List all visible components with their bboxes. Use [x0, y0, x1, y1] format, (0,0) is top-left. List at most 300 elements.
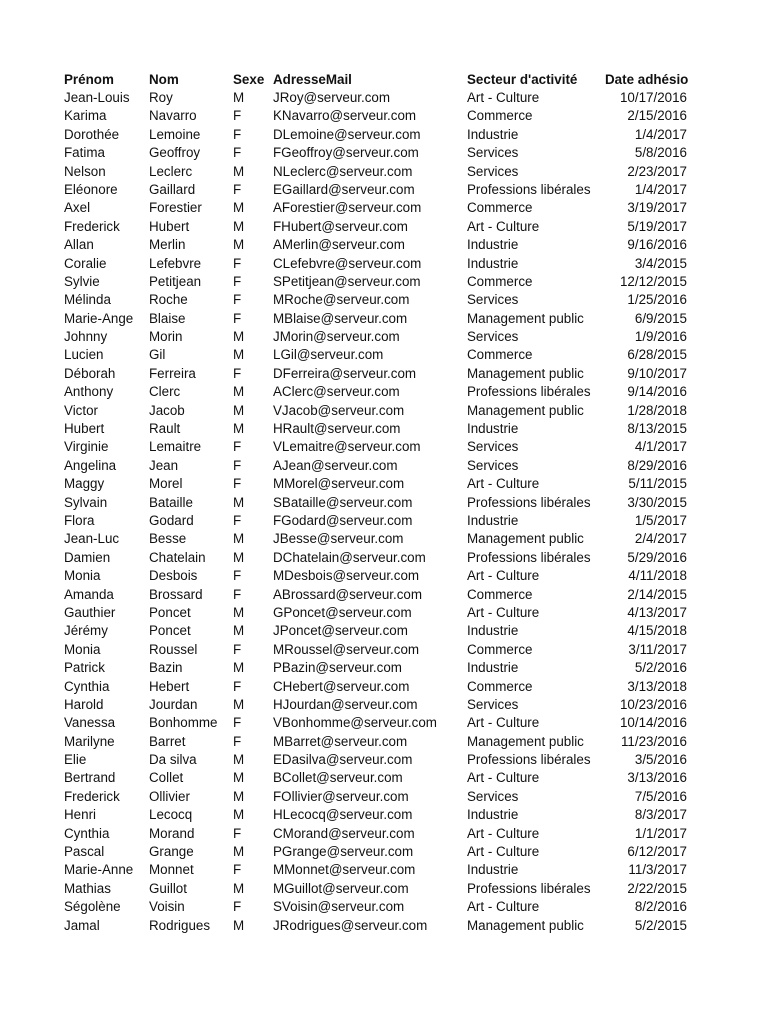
cell-prenom: Frederick: [64, 218, 120, 234]
cell-prenom: Bertrand: [64, 770, 116, 786]
cell-mail: AForestier@serveur.com: [273, 200, 422, 216]
cell-secteur: Industrie: [467, 807, 519, 823]
cell-nom: Roy: [149, 90, 173, 105]
cell-secteur: Industrie: [467, 126, 519, 142]
cell-nom: Jean: [149, 457, 179, 473]
cell-sexe: M: [233, 788, 245, 804]
cell-sexe: F: [233, 476, 242, 492]
cell-mail: LGil@serveur.com: [273, 347, 384, 363]
cell-secteur: Art - Culture: [467, 604, 540, 620]
cell-prenom: Angelina: [64, 457, 117, 473]
cell-date: 4/11/2018: [628, 568, 687, 584]
cell-mail: CMorand@serveur.com: [273, 825, 415, 841]
cell-date: 2/15/2016: [627, 108, 687, 124]
table-row: [0, 181, 768, 199]
cell-date: 2/14/2015: [627, 586, 687, 602]
cell-mail: VJacob@serveur.com: [273, 402, 405, 418]
cell-sexe: F: [233, 586, 242, 602]
header-sexe: Sexe: [233, 72, 265, 87]
cell-secteur: Management public: [467, 310, 584, 326]
cell-secteur: Commerce: [467, 108, 533, 124]
cell-mail: JRoy@serveur.com: [273, 90, 391, 105]
cell-mail: MDesbois@serveur.com: [273, 568, 420, 584]
cell-secteur: Services: [467, 329, 519, 345]
table-row: [0, 843, 768, 861]
cell-sexe: F: [233, 255, 242, 271]
cell-date: 8/2/2016: [634, 899, 687, 915]
header-mail: AdresseMail: [273, 72, 352, 87]
cell-sexe: F: [233, 899, 242, 915]
cell-prenom: Gauthier: [64, 604, 116, 620]
cell-prenom: Mélinda: [64, 292, 111, 308]
cell-prenom: Lucien: [64, 347, 104, 363]
cell-mail: KNavarro@serveur.com: [273, 108, 417, 124]
cell-mail: JRodrigues@serveur.com: [273, 917, 428, 933]
cell-nom: Godard: [149, 512, 194, 528]
cell-mail: VLemaitre@serveur.com: [273, 439, 421, 455]
cell-prenom: Cynthia: [64, 678, 110, 694]
cell-secteur: Industrie: [467, 255, 519, 271]
cell-nom: Leclerc: [149, 163, 193, 179]
cell-nom: Geoffroy: [149, 145, 201, 161]
table-header: [0, 70, 768, 89]
cell-mail: AClerc@serveur.com: [273, 384, 400, 400]
cell-nom: Rault: [149, 421, 181, 437]
cell-secteur: Commerce: [467, 586, 533, 602]
cell-date: 10/14/2016: [619, 715, 687, 731]
cell-date: 3/4/2015: [634, 255, 687, 271]
cell-nom: Poncet: [149, 604, 191, 620]
cell-date: 1/1/2017: [634, 825, 687, 841]
cell-date: 1/9/2016: [634, 329, 687, 345]
cell-date: 5/8/2016: [634, 145, 687, 161]
cell-date: 9/10/2017: [627, 365, 687, 381]
cell-nom: Clerc: [149, 384, 181, 400]
cell-mail: DFerreira@serveur.com: [273, 365, 417, 381]
cell-prenom: Monia: [64, 641, 101, 657]
cell-prenom: Damien: [64, 549, 111, 565]
cell-secteur: Commerce: [467, 641, 533, 657]
cell-secteur: Industrie: [467, 237, 519, 253]
cell-date: 1/4/2017: [634, 126, 687, 142]
cell-mail: VBonhomme@serveur.com: [273, 715, 437, 731]
cell-mail: BCollet@serveur.com: [273, 770, 403, 786]
cell-prenom: Axel: [64, 200, 91, 216]
cell-mail: JMorin@serveur.com: [273, 329, 400, 345]
table-row: [0, 917, 768, 935]
cell-sexe: M: [233, 494, 245, 510]
table-row: [0, 126, 768, 144]
table-row: [0, 549, 768, 567]
cell-secteur: Management public: [467, 402, 584, 418]
cell-mail: MGuillot@serveur.com: [273, 880, 409, 896]
cell-sexe: M: [233, 218, 245, 234]
cell-sexe: M: [233, 237, 245, 253]
cell-nom: Lecocq: [149, 807, 193, 823]
cell-mail: FHubert@serveur.com: [273, 218, 408, 234]
cell-nom: Besse: [149, 531, 187, 547]
cell-date: 6/12/2017: [627, 844, 687, 860]
cell-sexe: F: [233, 568, 242, 584]
cell-secteur: Services: [467, 163, 519, 179]
cell-date: 10/17/2016: [619, 90, 687, 105]
table-row: [0, 163, 768, 181]
cell-mail: DChatelain@serveur.com: [273, 549, 426, 565]
cell-sexe: M: [233, 660, 245, 676]
cell-sexe: M: [233, 696, 245, 712]
cell-mail: PBazin@serveur.com: [273, 660, 402, 676]
table-row: [0, 199, 768, 217]
table-row: [0, 512, 768, 530]
cell-mail: JBesse@serveur.com: [273, 531, 404, 547]
cell-date: 3/19/2017: [627, 200, 687, 216]
cell-mail: JPoncet@serveur.com: [273, 623, 408, 639]
cell-prenom: Ségolène: [64, 899, 121, 915]
cell-mail: CLefebvre@serveur.com: [273, 255, 422, 271]
cell-prenom: Johnny: [64, 329, 108, 345]
cell-date: 7/5/2016: [634, 788, 687, 804]
cell-secteur: Industrie: [467, 512, 519, 528]
cell-nom: Petitjean: [149, 273, 202, 289]
cell-secteur: Professions libérales: [467, 384, 591, 400]
cell-date: 9/14/2016: [627, 384, 687, 400]
table-row: [0, 586, 768, 604]
cell-secteur: Art - Culture: [467, 844, 540, 860]
header-prenom: Prénom: [64, 72, 114, 87]
cell-nom: Gil: [149, 347, 166, 363]
table-row: [0, 236, 768, 254]
cell-sexe: M: [233, 807, 245, 823]
cell-sexe: F: [233, 825, 242, 841]
cell-mail: SBataille@serveur.com: [273, 494, 413, 510]
table-row: [0, 402, 768, 420]
cell-nom: Forestier: [149, 200, 202, 216]
cell-sexe: M: [233, 90, 245, 105]
cell-secteur: Industrie: [467, 660, 519, 676]
cell-secteur: Services: [467, 788, 519, 804]
cell-prenom: Hubert: [64, 421, 105, 437]
cell-prenom: Déborah: [64, 365, 116, 381]
cell-prenom: Jean-Louis: [64, 90, 130, 105]
cell-mail: HRault@serveur.com: [273, 421, 401, 437]
table-row: [0, 898, 768, 916]
cell-prenom: Elie: [64, 752, 87, 768]
cell-sexe: M: [233, 752, 245, 768]
cell-secteur: Commerce: [467, 200, 533, 216]
cell-sexe: F: [233, 181, 242, 197]
cell-mail: AJean@serveur.com: [273, 457, 398, 473]
table-row: [0, 659, 768, 677]
cell-mail: DLemoine@serveur.com: [273, 126, 421, 142]
cell-prenom: Jamal: [64, 917, 100, 933]
table-row: [0, 475, 768, 493]
cell-prenom: Jérémy: [64, 623, 108, 639]
table-row: [0, 218, 768, 236]
cell-nom: Roussel: [149, 641, 198, 657]
cell-nom: Blaise: [149, 310, 186, 326]
cell-nom: Roche: [149, 292, 188, 308]
cell-date: 12/12/2015: [619, 273, 687, 289]
cell-date: 8/13/2015: [627, 421, 687, 437]
cell-secteur: Art - Culture: [467, 218, 540, 234]
cell-date: 4/1/2017: [634, 439, 687, 455]
cell-sexe: M: [233, 347, 245, 363]
cell-nom: Jourdan: [149, 696, 198, 712]
cell-date: 5/11/2015: [628, 476, 687, 492]
cell-date: 3/5/2016: [634, 752, 687, 768]
cell-prenom: Maggy: [64, 476, 105, 492]
cell-prenom: Marie-Ange: [64, 310, 134, 326]
cell-sexe: F: [233, 145, 242, 161]
cell-nom: Barret: [149, 733, 186, 749]
cell-date: 1/25/2016: [627, 292, 687, 308]
table-row: [0, 696, 768, 714]
cell-nom: Grange: [149, 844, 194, 860]
cell-secteur: Industrie: [467, 862, 519, 878]
cell-sexe: M: [233, 531, 245, 547]
cell-nom: Morin: [149, 329, 183, 345]
cell-date: 4/13/2017: [627, 604, 687, 620]
cell-secteur: Industrie: [467, 623, 519, 639]
cell-secteur: Professions libérales: [467, 181, 591, 197]
cell-nom: Merlin: [149, 237, 186, 253]
cell-sexe: M: [233, 402, 245, 418]
cell-prenom: Amanda: [64, 586, 114, 602]
table-row: [0, 328, 768, 346]
cell-mail: MMorel@serveur.com: [273, 476, 405, 492]
cell-date: 1/28/2018: [627, 402, 687, 418]
cell-mail: ABrossard@serveur.com: [273, 586, 423, 602]
cell-mail: FGeoffroy@serveur.com: [273, 145, 419, 161]
cell-secteur: Professions libérales: [467, 494, 591, 510]
cell-secteur: Services: [467, 457, 519, 473]
cell-date: 1/5/2017: [634, 512, 687, 528]
cell-sexe: M: [233, 421, 245, 437]
cell-mail: EGaillard@serveur.com: [273, 181, 415, 197]
cell-nom: Bonhomme: [149, 715, 218, 731]
cell-date: 6/28/2015: [627, 347, 687, 363]
cell-mail: EDasilva@serveur.com: [273, 752, 413, 768]
cell-date: 5/19/2017: [627, 218, 687, 234]
table-row: [0, 788, 768, 806]
cell-prenom: Harold: [64, 696, 104, 712]
table-row: [0, 255, 768, 273]
cell-prenom: Marie-Anne: [64, 862, 134, 878]
cell-nom: Morel: [149, 476, 183, 492]
cell-nom: Desbois: [149, 568, 198, 584]
cell-sexe: M: [233, 329, 245, 345]
table-row: [0, 310, 768, 328]
cell-sexe: F: [233, 108, 242, 124]
cell-secteur: Art - Culture: [467, 568, 540, 584]
table-row: [0, 494, 768, 512]
table-row: [0, 825, 768, 843]
cell-date: 5/29/2016: [627, 549, 687, 565]
cell-date: 4/15/2018: [627, 623, 687, 639]
cell-prenom: Karima: [64, 108, 107, 124]
cell-nom: Poncet: [149, 623, 191, 639]
header-nom: Nom: [149, 72, 179, 87]
cell-sexe: F: [233, 439, 242, 455]
header-date: Date adhésio: [605, 72, 688, 87]
cell-secteur: Commerce: [467, 273, 533, 289]
cell-nom: Lemaitre: [149, 439, 202, 455]
cell-sexe: F: [233, 715, 242, 731]
member-table: [0, 70, 768, 935]
cell-mail: FGodard@serveur.com: [273, 512, 413, 528]
table-row: [0, 530, 768, 548]
cell-secteur: Commerce: [467, 678, 533, 694]
table-row: [0, 641, 768, 659]
table-row: [0, 438, 768, 456]
cell-secteur: Services: [467, 145, 519, 161]
cell-secteur: Art - Culture: [467, 476, 540, 492]
cell-date: 3/11/2017: [628, 641, 687, 657]
cell-nom: Bazin: [149, 660, 183, 676]
cell-nom: Rodrigues: [149, 917, 211, 933]
table-row: [0, 769, 768, 787]
cell-sexe: F: [233, 126, 242, 142]
cell-sexe: M: [233, 200, 245, 216]
cell-mail: SPetitjean@serveur.com: [273, 273, 421, 289]
cell-prenom: Victor: [64, 402, 98, 418]
cell-prenom: Flora: [64, 512, 95, 528]
cell-prenom: Coralie: [64, 255, 107, 271]
cell-date: 6/9/2015: [634, 310, 687, 326]
table-row: [0, 89, 768, 107]
cell-prenom: Sylvie: [64, 273, 100, 289]
cell-prenom: Marilyne: [64, 733, 115, 749]
table-row: [0, 144, 768, 162]
cell-date: 8/29/2016: [627, 457, 687, 473]
cell-secteur: Art - Culture: [467, 825, 540, 841]
cell-sexe: M: [233, 844, 245, 860]
cell-mail: FOllivier@serveur.com: [273, 788, 409, 804]
table-row: [0, 678, 768, 696]
cell-sexe: F: [233, 862, 242, 878]
cell-mail: GPoncet@serveur.com: [273, 604, 412, 620]
cell-sexe: M: [233, 384, 245, 400]
cell-prenom: Nelson: [64, 163, 106, 179]
cell-prenom: Patrick: [64, 660, 105, 676]
cell-mail: MBlaise@serveur.com: [273, 310, 408, 326]
cell-prenom: Dorothée: [64, 126, 120, 142]
cell-date: 11/23/2016: [620, 733, 687, 749]
cell-mail: SVoisin@serveur.com: [273, 899, 405, 915]
cell-nom: Hubert: [149, 218, 190, 234]
cell-mail: CHebert@serveur.com: [273, 678, 410, 694]
header-secteur: Secteur d'activité: [467, 72, 578, 87]
cell-sexe: F: [233, 310, 242, 326]
cell-date: 3/13/2018: [627, 678, 687, 694]
cell-sexe: M: [233, 604, 245, 620]
cell-secteur: Services: [467, 292, 519, 308]
cell-nom: Da silva: [149, 752, 197, 768]
cell-nom: Hebert: [149, 678, 190, 694]
cell-prenom: Mathias: [64, 880, 111, 896]
cell-nom: Brossard: [149, 586, 203, 602]
cell-sexe: M: [233, 770, 245, 786]
cell-sexe: F: [233, 641, 242, 657]
cell-sexe: M: [233, 880, 245, 896]
cell-sexe: M: [233, 163, 245, 179]
cell-mail: PGrange@serveur.com: [273, 844, 414, 860]
table-row: [0, 420, 768, 438]
cell-prenom: Pascal: [64, 844, 105, 860]
cell-sexe: M: [233, 917, 245, 933]
table-row: [0, 107, 768, 125]
cell-prenom: Monia: [64, 568, 101, 584]
cell-nom: Gaillard: [149, 181, 196, 197]
cell-sexe: F: [233, 365, 242, 381]
cell-nom: Lemoine: [149, 126, 201, 142]
cell-mail: HLecocq@serveur.com: [273, 807, 413, 823]
table-row: [0, 861, 768, 879]
cell-secteur: Art - Culture: [467, 899, 540, 915]
cell-sexe: F: [233, 512, 242, 528]
cell-nom: Guillot: [149, 880, 187, 896]
cell-secteur: Art - Culture: [467, 770, 540, 786]
cell-secteur: Industrie: [467, 421, 519, 437]
cell-sexe: F: [233, 457, 242, 473]
cell-sexe: F: [233, 292, 242, 308]
table-row: [0, 457, 768, 475]
table-row: [0, 622, 768, 640]
table-row: [0, 880, 768, 898]
cell-secteur: Professions libérales: [467, 752, 591, 768]
cell-sexe: F: [233, 273, 242, 289]
cell-sexe: M: [233, 549, 245, 565]
cell-date: 3/30/2015: [627, 494, 687, 510]
cell-date: 1/4/2017: [634, 181, 687, 197]
cell-date: 2/4/2017: [634, 531, 687, 547]
cell-date: 5/2/2016: [634, 660, 687, 676]
table-row: [0, 714, 768, 732]
cell-prenom: Anthony: [64, 384, 114, 400]
cell-prenom: Cynthia: [64, 825, 110, 841]
cell-prenom: Eléonore: [64, 181, 118, 197]
cell-prenom: Sylvain: [64, 494, 108, 510]
cell-prenom: Fatima: [64, 145, 105, 161]
cell-nom: Bataille: [149, 494, 193, 510]
cell-prenom: Jean-Luc: [64, 531, 120, 547]
cell-prenom: Henri: [64, 807, 96, 823]
cell-date: 2/22/2015: [627, 880, 687, 896]
cell-date: 9/16/2016: [627, 237, 687, 253]
cell-mail: MMonnet@serveur.com: [273, 862, 416, 878]
table-row: [0, 383, 768, 401]
cell-sexe: F: [233, 678, 242, 694]
cell-mail: MRoussel@serveur.com: [273, 641, 420, 657]
cell-nom: Chatelain: [149, 549, 206, 565]
cell-date: 8/3/2017: [634, 807, 687, 823]
cell-mail: AMerlin@serveur.com: [273, 237, 405, 253]
cell-secteur: Management public: [467, 733, 584, 749]
cell-secteur: Art - Culture: [467, 715, 540, 731]
cell-date: 10/23/2016: [619, 696, 687, 712]
cell-nom: Collet: [149, 770, 184, 786]
table-row: [0, 733, 768, 751]
cell-mail: HJourdan@serveur.com: [273, 696, 418, 712]
cell-secteur: Art - Culture: [467, 90, 540, 105]
cell-date: 3/13/2016: [627, 770, 687, 786]
cell-nom: Monnet: [149, 862, 194, 878]
cell-sexe: M: [233, 623, 245, 639]
cell-secteur: Services: [467, 439, 519, 455]
table-row: [0, 751, 768, 769]
cell-nom: Jacob: [149, 402, 185, 418]
cell-mail: NLeclerc@serveur.com: [273, 163, 413, 179]
